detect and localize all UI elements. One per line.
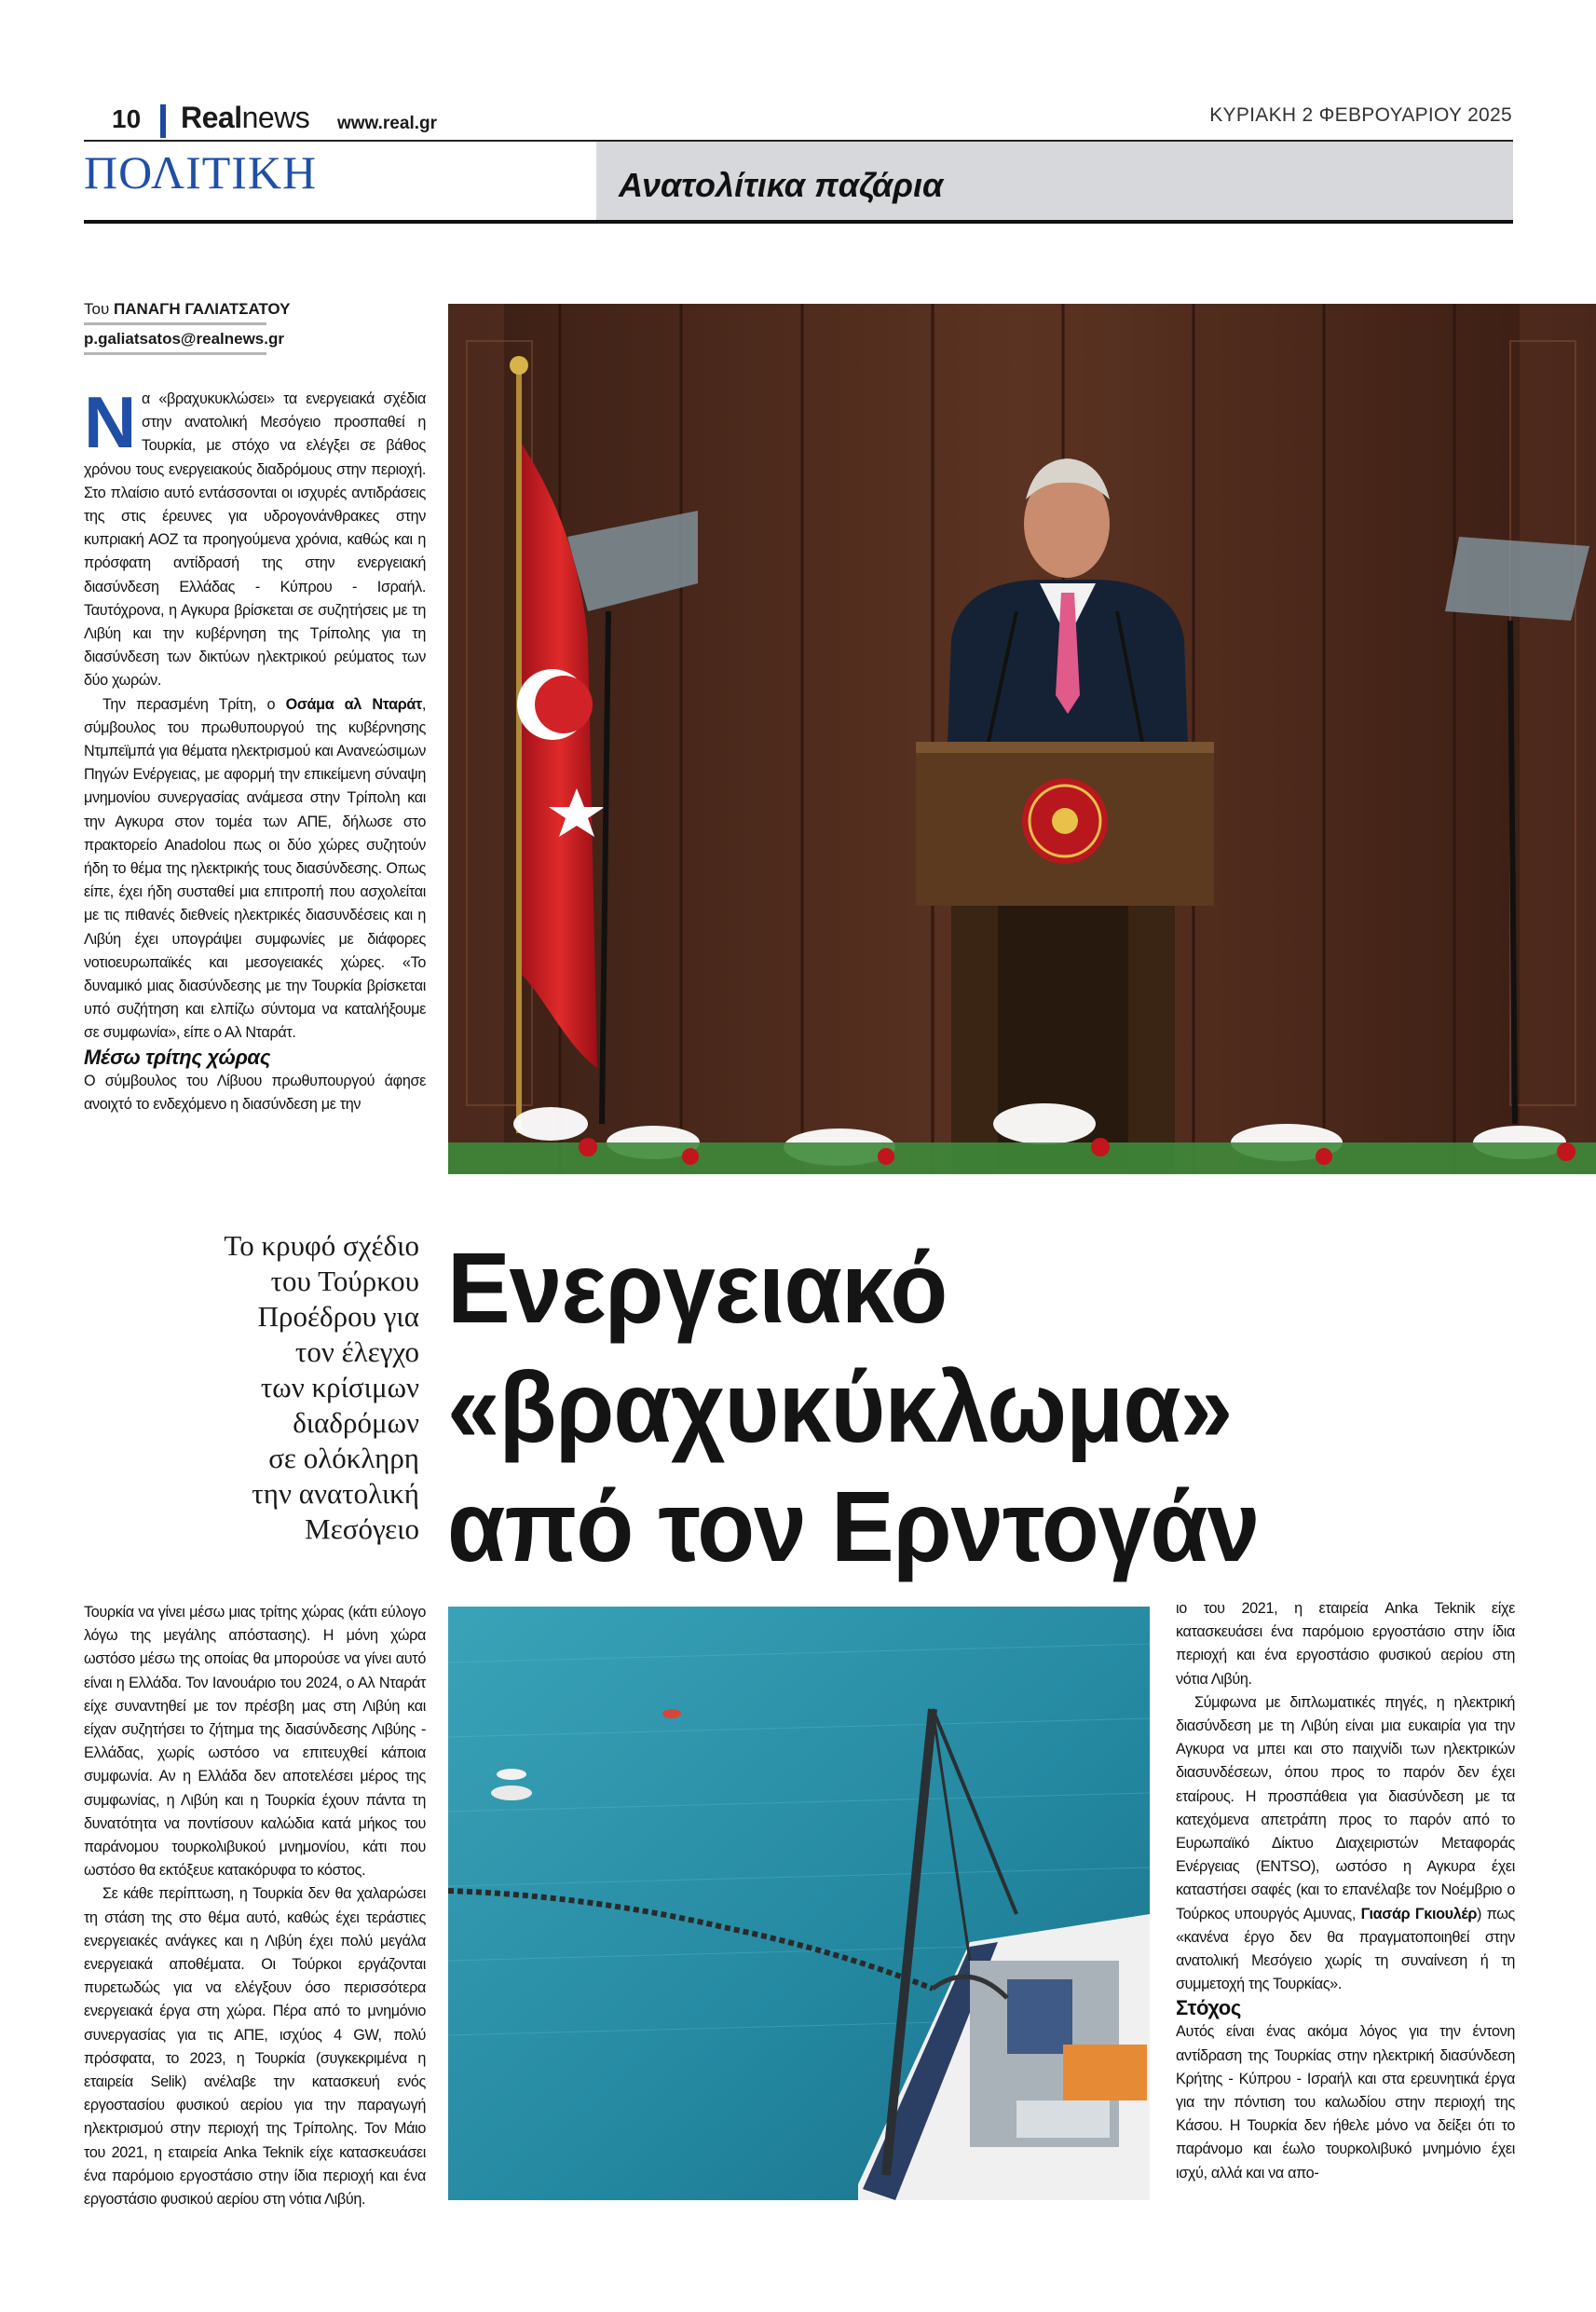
deck-line: Προέδρου για <box>257 1300 419 1333</box>
brand-logo <box>181 101 309 135</box>
paragraph: α «βραχυκυκλώσει» τα ενεργειακά σχέδια στην ανατολική Μεσόγειο προσπαθεί η Τουρκία, με στόχο να ελέγξει σε βάθος χρόνου τους ενεργειακούς διαδρόμους στην περιοχή. Στο πλαίσιο αυτό εντάσσονται οι ισχυρές αντιδράσεις της στις έρευνες για υδρογονάνθρακες στην κυπριακή ΑΟΖ τα προηγούμενα χρόνια, καθώς και η πρόσφατη αντίδρασή της στην ενεργειακή διασύνδεση Ελλάδας - Κύπρου - Ισραήλ. Ταυτόχρονα, η Αγκυρα βρίσκεται σε συζητήσεις με τη Λιβύη και την κυβέρνηση της Τρίπολης για τη διασύνδεση των δικτύων ηλεκτρικού ρεύματος των δύο χωρών. <box>84 390 426 690</box>
deck-line: σε ολόκληρη <box>268 1442 419 1474</box>
brand-real: Real <box>181 101 242 134</box>
headline-line: από τον Ερντογάν <box>447 1470 1260 1582</box>
paragraph: Σε κάθε περίπτωση, η Τουρκία δεν θα χαλαρώσει τη στάση της στο θέμα αυτό, καθώς έχει τεράστιες ενεργειακές ανάγκες και η Λιβύη έχει πολύ μεγάλα ενεργειακά αποθέματα. Οι Τούρκοι εργάζονται πυρετωδώς για να ελέγξουν όσο περισσότερα ενεργειακά έργα στη χώρα. Πέρα από το μνημόνιο συνεργασίας για τις ΑΠΕ, ισχύος 4 GW, πολύ πρόσφατα, το 2023, η Τουρκία (συγκεκριμένα η εταιρεία Selik) ανέλαβε την κατασκευή ενός εργοστασίου φυσικού αερίου για την παραγωγή ηλεκτρισμού στην περιοχή της Τρίπολης. Τον Μάιο του 2021, η εταιρεία Anka Teknik είχε κατασκευάσει ένα παρόμοιο εργοστάσιο στην ίδια περιοχή και ένα εργοστάσιο φυσικού αερίου στη νότια Λιβύη. <box>84 1885 426 2209</box>
drop-cap: Ν <box>84 381 136 463</box>
headline <box>447 1228 1259 1586</box>
page-number: 10 <box>112 104 142 133</box>
photo-cable-ship <box>448 1607 1150 2200</box>
paragraph: Σύμφωνα με διπλωματικές πηγές, η ηλεκτρική διασύνδεση με τη Λιβύη είναι μια ευκαιρία για την Αγκυρα να μπει και στο παιχνίδι των ηλεκτρικών διασυνδέσεων, όπου προς το παρόν δεν έχει εταίρους. Η προσπάθεια για διασύνδεση με τα κατεχόμενα απετράπη προς το παρόν από το Ευρωπαϊκό Δίκτυο Διαχειριστών Μεταφοράς Ενέργειας (ENTSO), ωστόσο η Αγκυρα έχει καταστήσει σαφές (και το επανέλαβε τον Νοέμβριο ο Τούρκος υπουργός Αμυνας, Γιασάρ Γκιουλέρ) πως «κανένα έργο δεν θα πραγματοποιηθεί στην ανατολική Μεσόγειο χωρίς τη συναίνεση ή τη συμμετοχή της Τουρκίας». <box>1176 1693 1516 1993</box>
byline-prefix: Του <box>84 300 114 318</box>
header-divider <box>160 104 166 138</box>
website: www.real.gr <box>337 114 437 133</box>
headline-line: Ενεργειακό <box>447 1231 948 1344</box>
brand-news: news <box>241 101 310 134</box>
deck-line: του Τούρκου <box>270 1265 419 1297</box>
deck-line: Το κρυφό σχέδιο <box>224 1229 419 1262</box>
deck-line: διαδρόμων <box>293 1406 419 1439</box>
subheading: Στόχος <box>1176 1996 1241 2020</box>
paragraph: ιο του 2021, η εταιρεία Anka Teknik είχε κατασκευάσει ένα παρόμοιο εργοστάσιο στην ίδια περιοχή και ένα εργοστάσιο φυσικού αερίου στη νότια Λιβύη. <box>1176 1600 1515 1688</box>
paragraph: Ο σύμβουλος του Λίβυου πρωθυπουργού άφησε ανοιχτό το ενδεχόμενο η διασύνδεση με την <box>84 1072 426 1113</box>
deck-line: την ανατολική <box>252 1477 419 1510</box>
paragraph: Την περασμένη Τρίτη, ο Οσάμα αλ Νταράτ, σύμβουλος του πρωθυπουργού της κυβέρνησης Ντμπεϊμπά για θέματα ηλεκτρισμού και Ανανεώσιμων Πηγών Ενέργειας, με αφορμή την επικείμενη σύναψη μνημονίου συνεργασίας ανάμεσα στην Τρίπολη και την Αγκυρα στον τομέα των ΑΠΕ, δήλωσε στο πρακτορείο Anadolou πως οι δύο χώρες συζητούν ήδη το θέμα της ηλεκτρικής τους διασύνδεσης. Οπως είπε, έχει ήδη συσταθεί μια επιτροπή που ασχολείται με τις πιθανές διεθνείς ηλεκτρικές διασυνδέσεις και η Λιβύη έχει υπογράψει συμφωνίες με διάφορες νοτιοευρωπαϊκές και μεσογειακές χώρες. «Το δυναμικό μιας διασύνδεσης με την Τουρκία βρίσκεται υπό συζήτηση και ελπίζω σύντομα να καταλήξουμε σε συμφωνία», είπε ο Αλ Νταράτ. <box>84 695 426 1042</box>
paragraph: Αυτός είναι ένας ακόμα λόγος για την έντονη αντίδραση της Τουρκίας στην ηλεκτρική διασύνδεση Κρήτης - Κύπρου - Ισραήλ και στα ερευνητικά έργα για την πόντιση του καλωδίου στην περιοχή της Κάσου. Η Τουρκία δεν ήθελε μόνο να δείξει ότι το παράνομο και έωλο τουρκολιβυκό μνημόνιο έχει ισχύ, αλλά και να απο- <box>1176 2023 1515 2182</box>
deck <box>140 1228 419 1547</box>
article-column-3 <box>1176 1597 1515 2185</box>
issue-date: ΚΥΡΙΑΚΗ 2 ΦΕΒΡΟΥΑΡΙΟΥ 2025 <box>1209 104 1512 126</box>
kicker: Ανατολίτικα παζάρια <box>619 166 944 204</box>
article-column-2 <box>84 1601 426 2211</box>
email-underline <box>84 352 266 355</box>
deck-line: τον έλεγχο <box>294 1335 419 1368</box>
headline-line: «βραχυκύκλωμα» <box>447 1350 1233 1463</box>
section-rule <box>84 220 1513 224</box>
byline <box>84 300 291 319</box>
byline-underline <box>84 322 266 325</box>
author-email: p.galiatsatos@realnews.gr <box>84 330 284 348</box>
paragraph: Τουρκία να γίνει μέσω μιας τρίτης χώρας (κάτι εύλογο λόγω της μεγάλης απόστασης). Η μόνη χώρα ωστόσο μέσω της οποίας θα μπορούσε να γίνει αυτό είναι η Ελλάδα. Τον Ιανουάριο του 2024, ο Αλ Νταράτ είχε συναντηθεί με τον πρέσβη μας στη Λιβύη και είχαν συζητήσει το ζήτημα της διασύνδεσης Λιβύης - Ελλάδας, χωρίς ωστόσο να επιτευχθεί κάποια συμφωνία. Αν η Ελλάδα δεν αποτελέσει μέρος της συμφωνίας, η Λιβύη και η Τουρκία έχουν πάντα τη δυνατότητα να ποντίσουν καλώδια κατά μήκος του παράνομου τουρκολιβυκού μνημονίου, κάτι που ωστόσο θα εκτόξευε κατακόρυφα το κόστος. <box>84 1604 426 1880</box>
article-column-1 <box>84 381 426 1116</box>
deck-line: των κρίσιμων <box>260 1371 419 1403</box>
kicker-divider <box>593 142 594 222</box>
section-title: ΠΟΛΙΤΙΚΗ <box>84 146 318 198</box>
deck-line: Μεσόγειο <box>305 1512 419 1545</box>
subheading: Μέσω τρίτης χώρας <box>84 1045 271 1069</box>
photo-erdogan-podium <box>448 304 1596 1174</box>
byline-author: ΠΑΝΑΓΗ ΓΑΛΙΑΤΣΑΤΟΥ <box>114 300 291 318</box>
